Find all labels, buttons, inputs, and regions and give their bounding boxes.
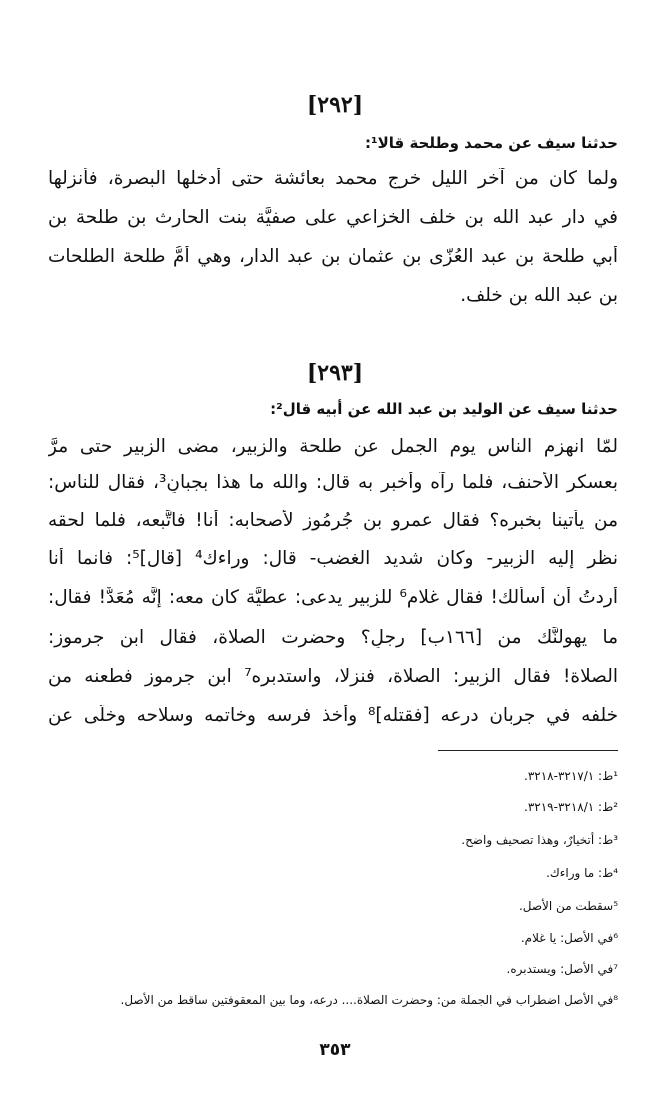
isnad-chain: حدثنا سيف عن محمد وطلحة قالا¹:: [365, 134, 618, 152]
footnote: ⁴ط: ما وراءك.: [546, 866, 618, 880]
footnote: ³ط: أتخيارٌ، وهذا تصحيف واضح.: [461, 833, 618, 847]
body-line: ولما كان من آخر الليل خرج محمد بعائشة حتى أدخلها البصرة، فأنزلها: [48, 168, 618, 189]
footnote: ⁸في الأصل اضطراب في الجملة من: وحضرت الصلاة.... درعه، وما بين المعقوفتين ساقط من الأصل.: [120, 993, 618, 1007]
footnote: ⁵سقطت من الأصل.: [518, 899, 618, 913]
body-line: لمّا انهزم الناس يوم الجمل عن طلحة والزبير، مضى الزبير حتى مرَّ: [48, 436, 618, 457]
body-line: نظر إليه الزبير- وكان شديد الغضب- قال: وراءك⁴ [قال]⁵: فانما أنا: [48, 548, 618, 569]
body-line: خلفه في جربان درعه [فقتله]⁸ وأخذ فرسه وخاتمه وسلاحه وخلّى عن: [48, 705, 618, 726]
page-number: ٣٥٣: [319, 1040, 351, 1060]
footnote: ⁷في الأصل: ويستدبره.: [506, 962, 618, 976]
footnote-rule: [438, 750, 618, 751]
body-line: من يأتينا بخبره؟ فقال عمرو بن جُرمُوز لأصحابه: أنا! فاتَّبعه، فلما لحقه: [48, 510, 618, 531]
isnad-chain: حدثنا سيف عن الوليد بن عبد الله عن أبيه قال²:: [270, 400, 618, 418]
body-line: أبي طلحة بن عبد العُزّى بن عثمان بن عبد الدار، وهي أمُّ طلحة الطلحات: [48, 246, 618, 267]
section-number: [٢٩٣]: [306, 360, 364, 386]
body-line: بعسكر الأحنف، فلما رآه وأُخبر به قال: والله ما هذا بجبانٍ³، فقال للناس:: [48, 472, 618, 493]
body-line: الصلاة! فقال الزبير: الصلاة، فنزلا، واستدبره⁷ ابن جرموز فطعنه من: [48, 666, 618, 687]
footnote: ¹ط: ٣٢١٧/١-٣٢١٨.: [523, 769, 618, 783]
body-line: بن عبد الله بن خلف.: [460, 285, 618, 306]
body-line: أردتُ أن أسألك! فقال غلام⁶ للزبير يدعى: عطيَّة كان معه: إنَّه مُعَدٌّ! فقال:: [48, 587, 618, 608]
footnote: ⁶في الأصل: يا غلام.: [520, 931, 618, 945]
body-line: ما يهولنَّك من [١٦٦ب] رجلٍ؟ وحضرت الصلاة، فقال ابن جرموز:: [48, 627, 618, 648]
footnote: ²ط: ٣٢١٨/١-٣٢١٩.: [523, 800, 618, 814]
body-line: في دار عبد الله بن خلف الخزاعي على صفيَّة بنت الحارث بن طلحة بن: [48, 207, 618, 228]
section-number: [٢٩٢]: [306, 92, 364, 118]
